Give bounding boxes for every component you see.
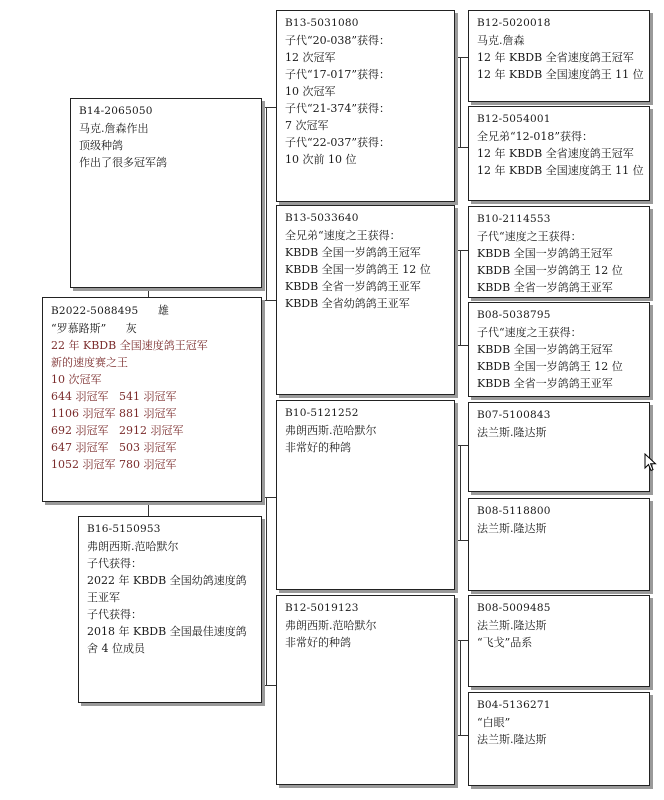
great-grandparent-line: 法兰斯.隆达斯 [477, 733, 547, 746]
grandparent-line: 弗朗西斯.范哈默尔 [285, 424, 377, 437]
grandparent-line: 10 次冠军 [285, 85, 336, 98]
great-grandparent-box [468, 595, 650, 687]
great-grandparent-id: B07-5100843 [477, 409, 551, 421]
grandparent-id: B13-5031080 [285, 17, 359, 29]
win-item: 1106 羽冠军 [51, 407, 116, 420]
win-item: 541 羽冠军 [119, 390, 177, 403]
subject-achievement: 新的速度赛之王 [51, 356, 128, 369]
connector-gp2-ggp4 [455, 345, 468, 346]
dam-line: 子代获得： [87, 608, 142, 621]
great-grandparent-line: KBDB 全国一岁鸽鸽王冠军 [477, 343, 613, 356]
great-grandparent-line: 马克.詹森 [477, 34, 525, 47]
connector-gp2-ggp3 [455, 250, 468, 251]
connector-dam-gp3 [262, 497, 276, 498]
connector-sire-grandparents [266, 107, 267, 300]
grandparent-line: 子代“17-017”获得： [285, 68, 390, 81]
connector-sire-gp1 [262, 107, 276, 108]
great-grandparent-id: B08-5009485 [477, 602, 551, 614]
win-item: 692 羽冠军 [51, 424, 109, 437]
great-grandparent-line: “飞戈”品系 [477, 636, 533, 649]
connector-dam-gp4 [262, 685, 276, 686]
grandparent-line: KBDB 全省幼鸽鸽王亚军 [285, 297, 410, 310]
grandparent-box [276, 595, 455, 785]
connector-gp1-ggp [460, 57, 461, 147]
grandparent-line: 子代“21-374”获得： [285, 102, 390, 115]
connector-gp3-ggp6 [455, 540, 468, 541]
grandparent-line: KBDB 全国一岁鸽鸽王冠军 [285, 246, 421, 259]
connector-dam-grandparents [266, 497, 267, 685]
great-grandparent-box [468, 10, 650, 102]
dam-id: B16-5150953 [87, 523, 161, 535]
connector-gp2-ggp [460, 250, 461, 345]
subject-win-row [51, 388, 255, 405]
great-grandparent-box [468, 498, 650, 591]
grandparent-id: B10-5121252 [285, 407, 359, 419]
great-grandparent-box [468, 206, 650, 298]
subject-id: B2022-5088495 [51, 305, 139, 317]
great-grandparent-line: 法兰斯.隆达斯 [477, 522, 547, 535]
great-grandparent-line: 12 年 KBDB 全国速度鸽王 11 位 [477, 164, 644, 177]
sire-line: 马克.詹森作出 [79, 122, 149, 135]
connector-subject-dam [148, 502, 149, 516]
win-item: 1052 羽冠军 [51, 458, 116, 471]
great-grandparent-line: 12 年 KBDB 全国速度鸽王 11 位 [477, 68, 644, 81]
great-grandparent-id: B10-2114553 [477, 213, 551, 225]
great-grandparent-box [468, 692, 650, 786]
great-grandparent-line: KBDB 全省一岁鸽鸽王亚军 [477, 281, 613, 294]
grandparent-line: 10 次前 10 位 [285, 153, 357, 166]
dam-line: 2022 年 KBDB 全国幼鸽速度鸽 [87, 574, 247, 587]
sire-line: 顶级种鸽 [79, 139, 123, 152]
great-grandparent-line: 12 年 KBDB 全省速度鸽王冠军 [477, 147, 634, 160]
subject-box [42, 297, 262, 502]
subject-name: “罗慕路斯” [51, 322, 107, 335]
grandparent-line: 子代“22-037”获得： [285, 136, 390, 149]
win-item: 503 羽冠军 [119, 441, 177, 454]
connector-gp4-ggp [460, 640, 461, 735]
grandparent-line: 12 次冠军 [285, 51, 336, 64]
great-grandparent-line: 12 年 KBDB 全省速度鸽王冠军 [477, 51, 634, 64]
subject-win-row [51, 439, 255, 456]
great-grandparent-id: B08-5118800 [477, 505, 551, 517]
connector-gp3-ggp [460, 445, 461, 540]
subject-color: 灰 [125, 322, 137, 335]
connector-gp1-ggp2 [455, 147, 468, 148]
great-grandparent-line: 子代“速度之王获得： [477, 230, 582, 243]
great-grandparent-line: KBDB 全省一岁鸽鸽王亚军 [477, 377, 613, 390]
sire-box [70, 98, 262, 288]
sire-id: B14-2065050 [79, 105, 153, 117]
grandparent-line: 非常好的种鸽 [285, 441, 351, 454]
great-grandparent-id: B12-5054001 [477, 113, 551, 125]
grandparent-box [276, 10, 455, 202]
win-item: 644 羽冠军 [51, 390, 109, 403]
connector-gp3-ggp5 [455, 445, 468, 446]
subject-win-row [51, 456, 255, 473]
connector-gp4-ggp8 [455, 735, 468, 736]
win-item: 647 羽冠军 [51, 441, 109, 454]
subject-win-row [51, 405, 255, 422]
win-item: 780 羽冠军 [119, 458, 177, 471]
great-grandparent-id: B12-5020018 [477, 17, 551, 29]
grandparent-line: KBDB 全省一岁鸽鸽王亚军 [285, 280, 421, 293]
grandparent-id: B12-5019123 [285, 602, 359, 614]
great-grandparent-line: KBDB 全国一岁鸽鸽王 12 位 [477, 360, 623, 373]
subject-name-row [51, 320, 255, 337]
connector-gp4-ggp7 [455, 640, 468, 641]
great-grandparent-id: B08-5038795 [477, 309, 551, 321]
subject-sex: 雄 [157, 304, 169, 317]
subject-achievement: 22 年 KBDB 全国速度鸽王冠军 [51, 339, 208, 352]
great-grandparent-box [468, 302, 650, 397]
grandparent-box [276, 205, 455, 395]
grandparent-line: 非常好的种鸽 [285, 636, 351, 649]
great-grandparent-line: “白眼” [477, 716, 511, 729]
dam-line: 舍 4 位成员 [87, 642, 145, 655]
grandparent-line: 子代“20-038”获得： [285, 34, 390, 47]
great-grandparent-id: B04-5136271 [477, 699, 551, 711]
win-item: 2912 羽冠军 [119, 424, 184, 437]
grandparent-id: B13-5033640 [285, 212, 359, 224]
great-grandparent-line: 法兰斯.隆达斯 [477, 426, 547, 439]
subject-achievement: 10 次冠军 [51, 373, 102, 386]
grandparent-line: 7 次冠军 [285, 119, 329, 132]
subject-win-row [51, 422, 255, 439]
great-grandparent-line: KBDB 全国一岁鸽鸽王 12 位 [477, 264, 623, 277]
great-grandparent-line: 全兄弟“12-018”获得： [477, 130, 593, 143]
dam-box [78, 516, 262, 703]
sire-line: 作出了很多冠军鸽 [79, 156, 167, 169]
great-grandparent-line: 法兰斯.隆达斯 [477, 619, 547, 632]
grandparent-line: 全兄弟“速度之王获得： [285, 229, 401, 242]
connector-gp1-ggp1 [455, 57, 468, 58]
great-grandparent-box [468, 106, 650, 201]
great-grandparent-line: KBDB 全国一岁鸽鸽王冠军 [477, 247, 613, 260]
dam-line: 2018 年 KBDB 全国最佳速度鸽 [87, 625, 247, 638]
mouse-cursor-icon [644, 453, 658, 473]
great-grandparent-box [468, 402, 650, 492]
dam-line: 弗朗西斯.范哈默尔 [87, 540, 179, 553]
grandparent-line: 弗朗西斯.范哈默尔 [285, 619, 377, 632]
grandparent-line: KBDB 全国一岁鸽鸽王 12 位 [285, 263, 431, 276]
dam-line: 子代获得： [87, 557, 142, 570]
win-item: 881 羽冠军 [119, 407, 177, 420]
grandparent-box [276, 400, 455, 590]
great-grandparent-line: 子代“速度之王获得： [477, 326, 582, 339]
dam-line: 王亚军 [87, 591, 120, 604]
connector-sire-gp2 [262, 300, 276, 301]
subject-header [51, 302, 255, 320]
